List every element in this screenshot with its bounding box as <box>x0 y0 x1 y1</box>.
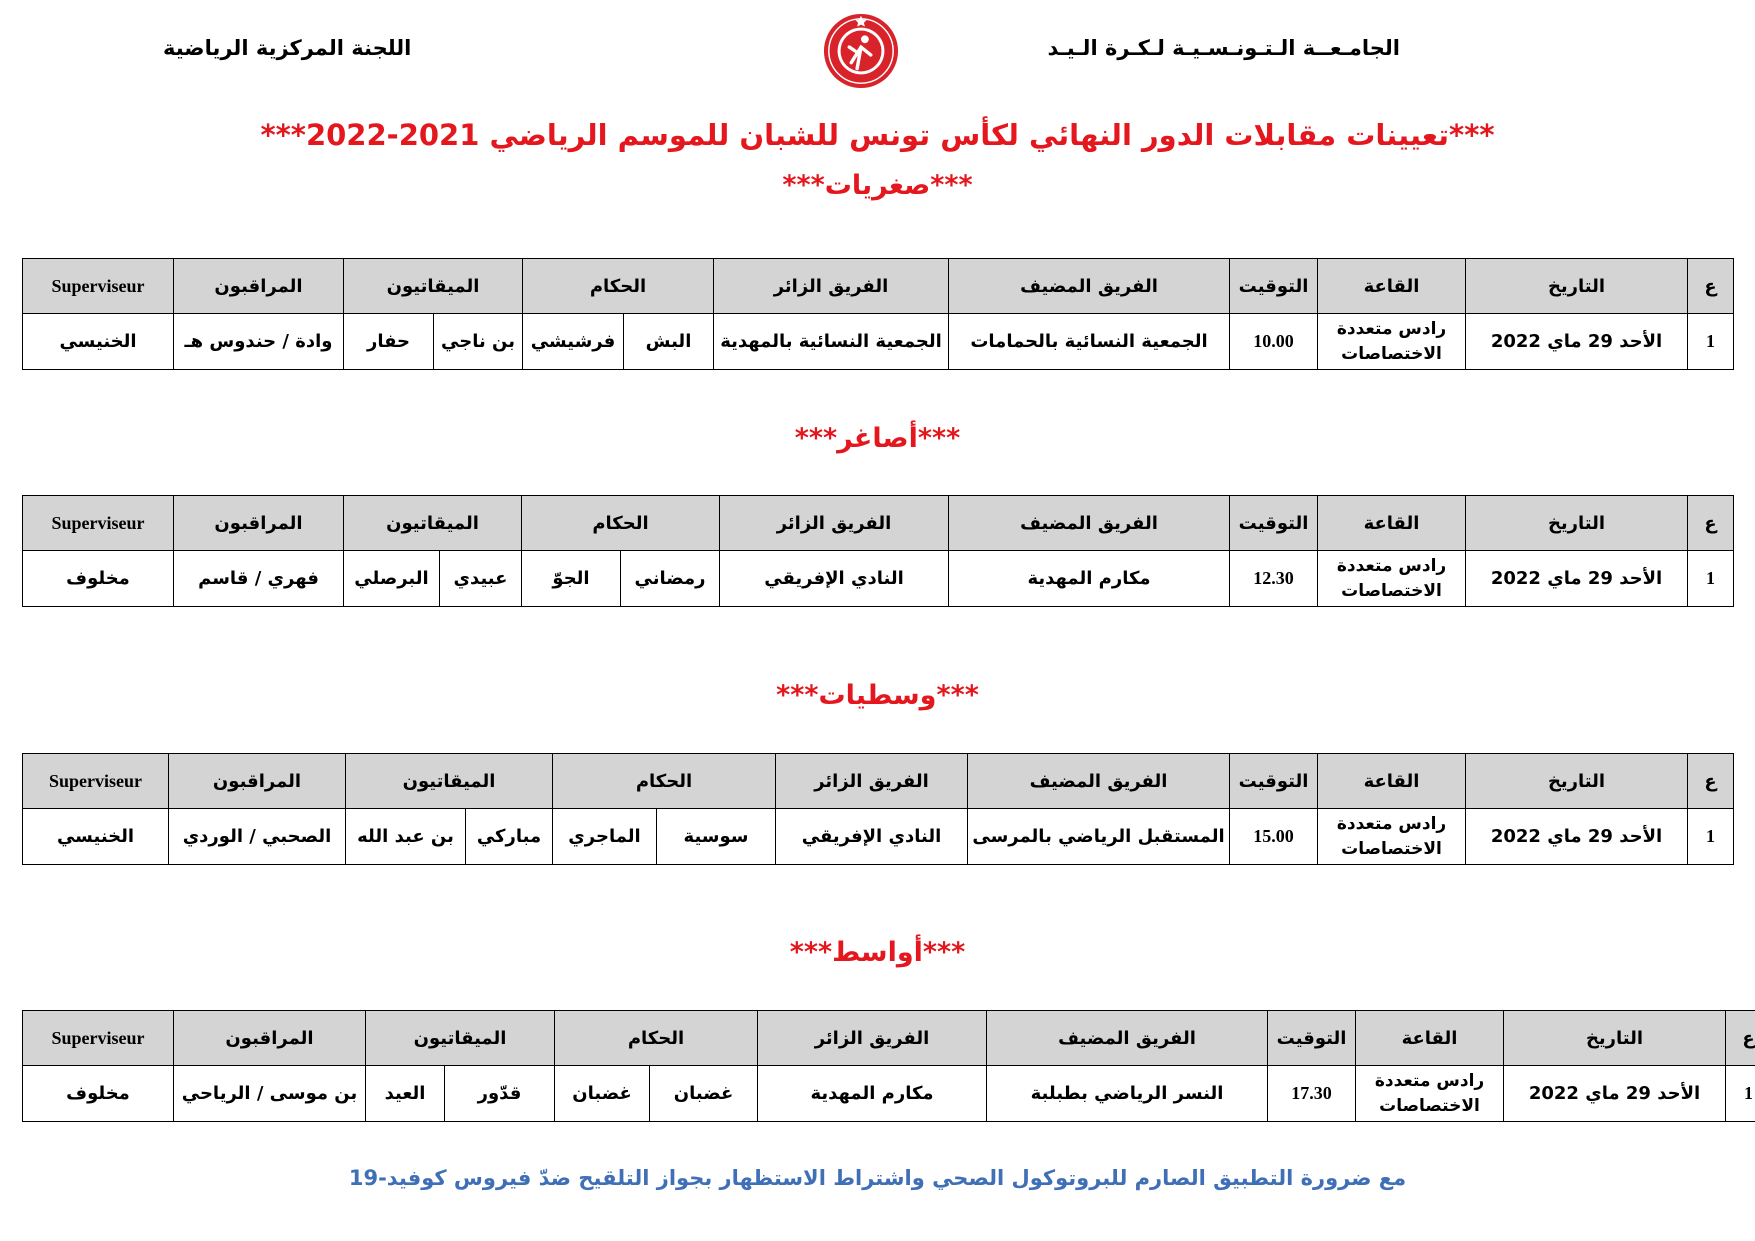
row-observers: بن موسى / الرياحي <box>174 1066 366 1122</box>
row-hall: رادس متعددة الاختصاصات <box>1318 314 1466 370</box>
col-home: الفريق المضيف <box>968 754 1230 809</box>
row-time: 12.30 <box>1230 551 1318 607</box>
row-observers: وادة / حندوس هـ <box>174 314 344 370</box>
row-ref2: الجوّ <box>522 551 621 607</box>
row-ref2: غضبان <box>555 1066 650 1122</box>
col-refs: الحكام <box>522 496 720 551</box>
col-supervisor: Superviseur <box>23 259 174 314</box>
col-hall: القاعة <box>1318 754 1466 809</box>
row-ref1: رمضاني <box>621 551 720 607</box>
table-header-row <box>23 754 1734 809</box>
row-num: 1 <box>1688 809 1734 865</box>
col-away: الفريق الزائر <box>776 754 968 809</box>
row-time: 10.00 <box>1230 314 1318 370</box>
col-hall: القاعة <box>1318 496 1466 551</box>
page-title: ***تعيينات مقابلات الدور النهائي لكأس تونس للشبان للموسم الرياضي 2021-2022*** <box>260 118 1495 152</box>
row-ref1: سوسية <box>657 809 776 865</box>
row-hall: رادس متعددة الاختصاصات <box>1356 1066 1504 1122</box>
row-ref2: فرشيشي <box>523 314 624 370</box>
row-home: النسر الرياضي بطبلبة <box>987 1066 1268 1122</box>
col-num: ع <box>1688 259 1734 314</box>
col-supervisor: Superviseur <box>23 754 169 809</box>
row-date: الأحد 29 ماي 2022 <box>1504 1066 1726 1122</box>
col-refs: الحكام <box>553 754 776 809</box>
col-num: ع <box>1726 1011 1755 1066</box>
row-timer1: قدّور <box>445 1066 555 1122</box>
row-date: الأحد 29 ماي 2022 <box>1466 809 1688 865</box>
row-away: مكارم المهدية <box>758 1066 987 1122</box>
col-observers: المراقبون <box>174 496 344 551</box>
row-supervisor: الخنيسي <box>23 314 174 370</box>
col-observers: المراقبون <box>174 1011 366 1066</box>
row-timer2: بن عبد الله <box>346 809 466 865</box>
row-ref1: غضبان <box>650 1066 758 1122</box>
federation-name: الجامـعــة الـتـونـسـيـة لـكـرة الـيـد <box>1047 36 1400 60</box>
table-row <box>23 809 1734 865</box>
row-away: النادي الإفريقي <box>720 551 949 607</box>
row-time: 15.00 <box>1230 809 1318 865</box>
handball-federation-logo-icon <box>822 12 900 90</box>
category-title-2: ***أصاغر*** <box>794 423 961 454</box>
col-hall: القاعة <box>1318 259 1466 314</box>
col-refs: الحكام <box>555 1011 758 1066</box>
row-num: 1 <box>1688 551 1734 607</box>
col-time: التوقيت <box>1230 496 1318 551</box>
row-num: 1 <box>1688 314 1734 370</box>
row-home: المستقبل الرياضي بالمرسى <box>968 809 1230 865</box>
row-date: الأحد 29 ماي 2022 <box>1466 551 1688 607</box>
col-date: التاريخ <box>1466 259 1688 314</box>
row-observers: فهري / قاسم <box>174 551 344 607</box>
col-date: التاريخ <box>1466 754 1688 809</box>
col-timers: الميقاتيون <box>344 259 523 314</box>
row-away: الجمعية النسائية بالمهدية <box>714 314 949 370</box>
col-away: الفريق الزائر <box>758 1011 987 1066</box>
col-num: ع <box>1688 754 1734 809</box>
row-timer2: حفار <box>344 314 434 370</box>
table-row <box>23 314 1734 370</box>
assignment-table-3 <box>22 753 1734 865</box>
row-supervisor: مخلوف <box>23 1066 174 1122</box>
row-home: الجمعية النسائية بالحمامات <box>949 314 1230 370</box>
table-header-row <box>23 259 1734 314</box>
health-protocol-notice: مع ضرورة التطبيق الصارم للبروتوكول الصحي واشتراط الاستظهار بجواز التلقيح ضدّ فيروس كوفيد-19 <box>348 1166 1407 1190</box>
table-header-row <box>23 496 1734 551</box>
assignment-table-1 <box>22 258 1734 370</box>
row-timer2: العيد <box>366 1066 445 1122</box>
col-home: الفريق المضيف <box>949 496 1230 551</box>
col-supervisor: Superviseur <box>23 1011 174 1066</box>
row-num: 1 <box>1726 1066 1755 1122</box>
row-ref2: الماجري <box>553 809 657 865</box>
col-date: التاريخ <box>1466 496 1688 551</box>
row-hall: رادس متعددة الاختصاصات <box>1318 809 1466 865</box>
col-date: التاريخ <box>1504 1011 1726 1066</box>
row-timer2: البرصلي <box>344 551 440 607</box>
col-hall: القاعة <box>1356 1011 1504 1066</box>
col-time: التوقيت <box>1230 754 1318 809</box>
row-observers: الصحبي / الوردي <box>169 809 346 865</box>
col-away: الفريق الزائر <box>720 496 949 551</box>
table-header-row <box>23 1011 1755 1066</box>
row-timer1: عبيدي <box>440 551 522 607</box>
col-time: التوقيت <box>1230 259 1318 314</box>
assignment-table-2 <box>22 495 1734 607</box>
assignment-table-4 <box>22 1010 1755 1122</box>
col-refs: الحكام <box>523 259 714 314</box>
row-ref1: البش <box>624 314 714 370</box>
col-observers: المراقبون <box>169 754 346 809</box>
table-row <box>23 1066 1755 1122</box>
col-time: التوقيت <box>1268 1011 1356 1066</box>
row-supervisor: مخلوف <box>23 551 174 607</box>
row-timer1: مباركي <box>466 809 553 865</box>
row-home: مكارم المهدية <box>949 551 1230 607</box>
committee-name: اللجنة المركزية الرياضية <box>163 36 412 60</box>
category-title-4: ***أواسط*** <box>789 937 966 968</box>
row-supervisor: الخنيسي <box>23 809 169 865</box>
row-hall: رادس متعددة الاختصاصات <box>1318 551 1466 607</box>
col-timers: الميقاتيون <box>366 1011 555 1066</box>
col-observers: المراقبون <box>174 259 344 314</box>
col-away: الفريق الزائر <box>714 259 949 314</box>
row-date: الأحد 29 ماي 2022 <box>1466 314 1688 370</box>
row-away: النادي الإفريقي <box>776 809 968 865</box>
col-home: الفريق المضيف <box>987 1011 1268 1066</box>
row-timer1: بن ناجي <box>434 314 523 370</box>
col-num: ع <box>1688 496 1734 551</box>
category-title-3: ***وسطيات*** <box>776 680 979 711</box>
table-row <box>23 551 1734 607</box>
col-timers: الميقاتيون <box>346 754 553 809</box>
col-home: الفريق المضيف <box>949 259 1230 314</box>
col-supervisor: Superviseur <box>23 496 174 551</box>
row-time: 17.30 <box>1268 1066 1356 1122</box>
col-timers: الميقاتيون <box>344 496 522 551</box>
category-title-1: ***صغريات*** <box>782 170 973 201</box>
